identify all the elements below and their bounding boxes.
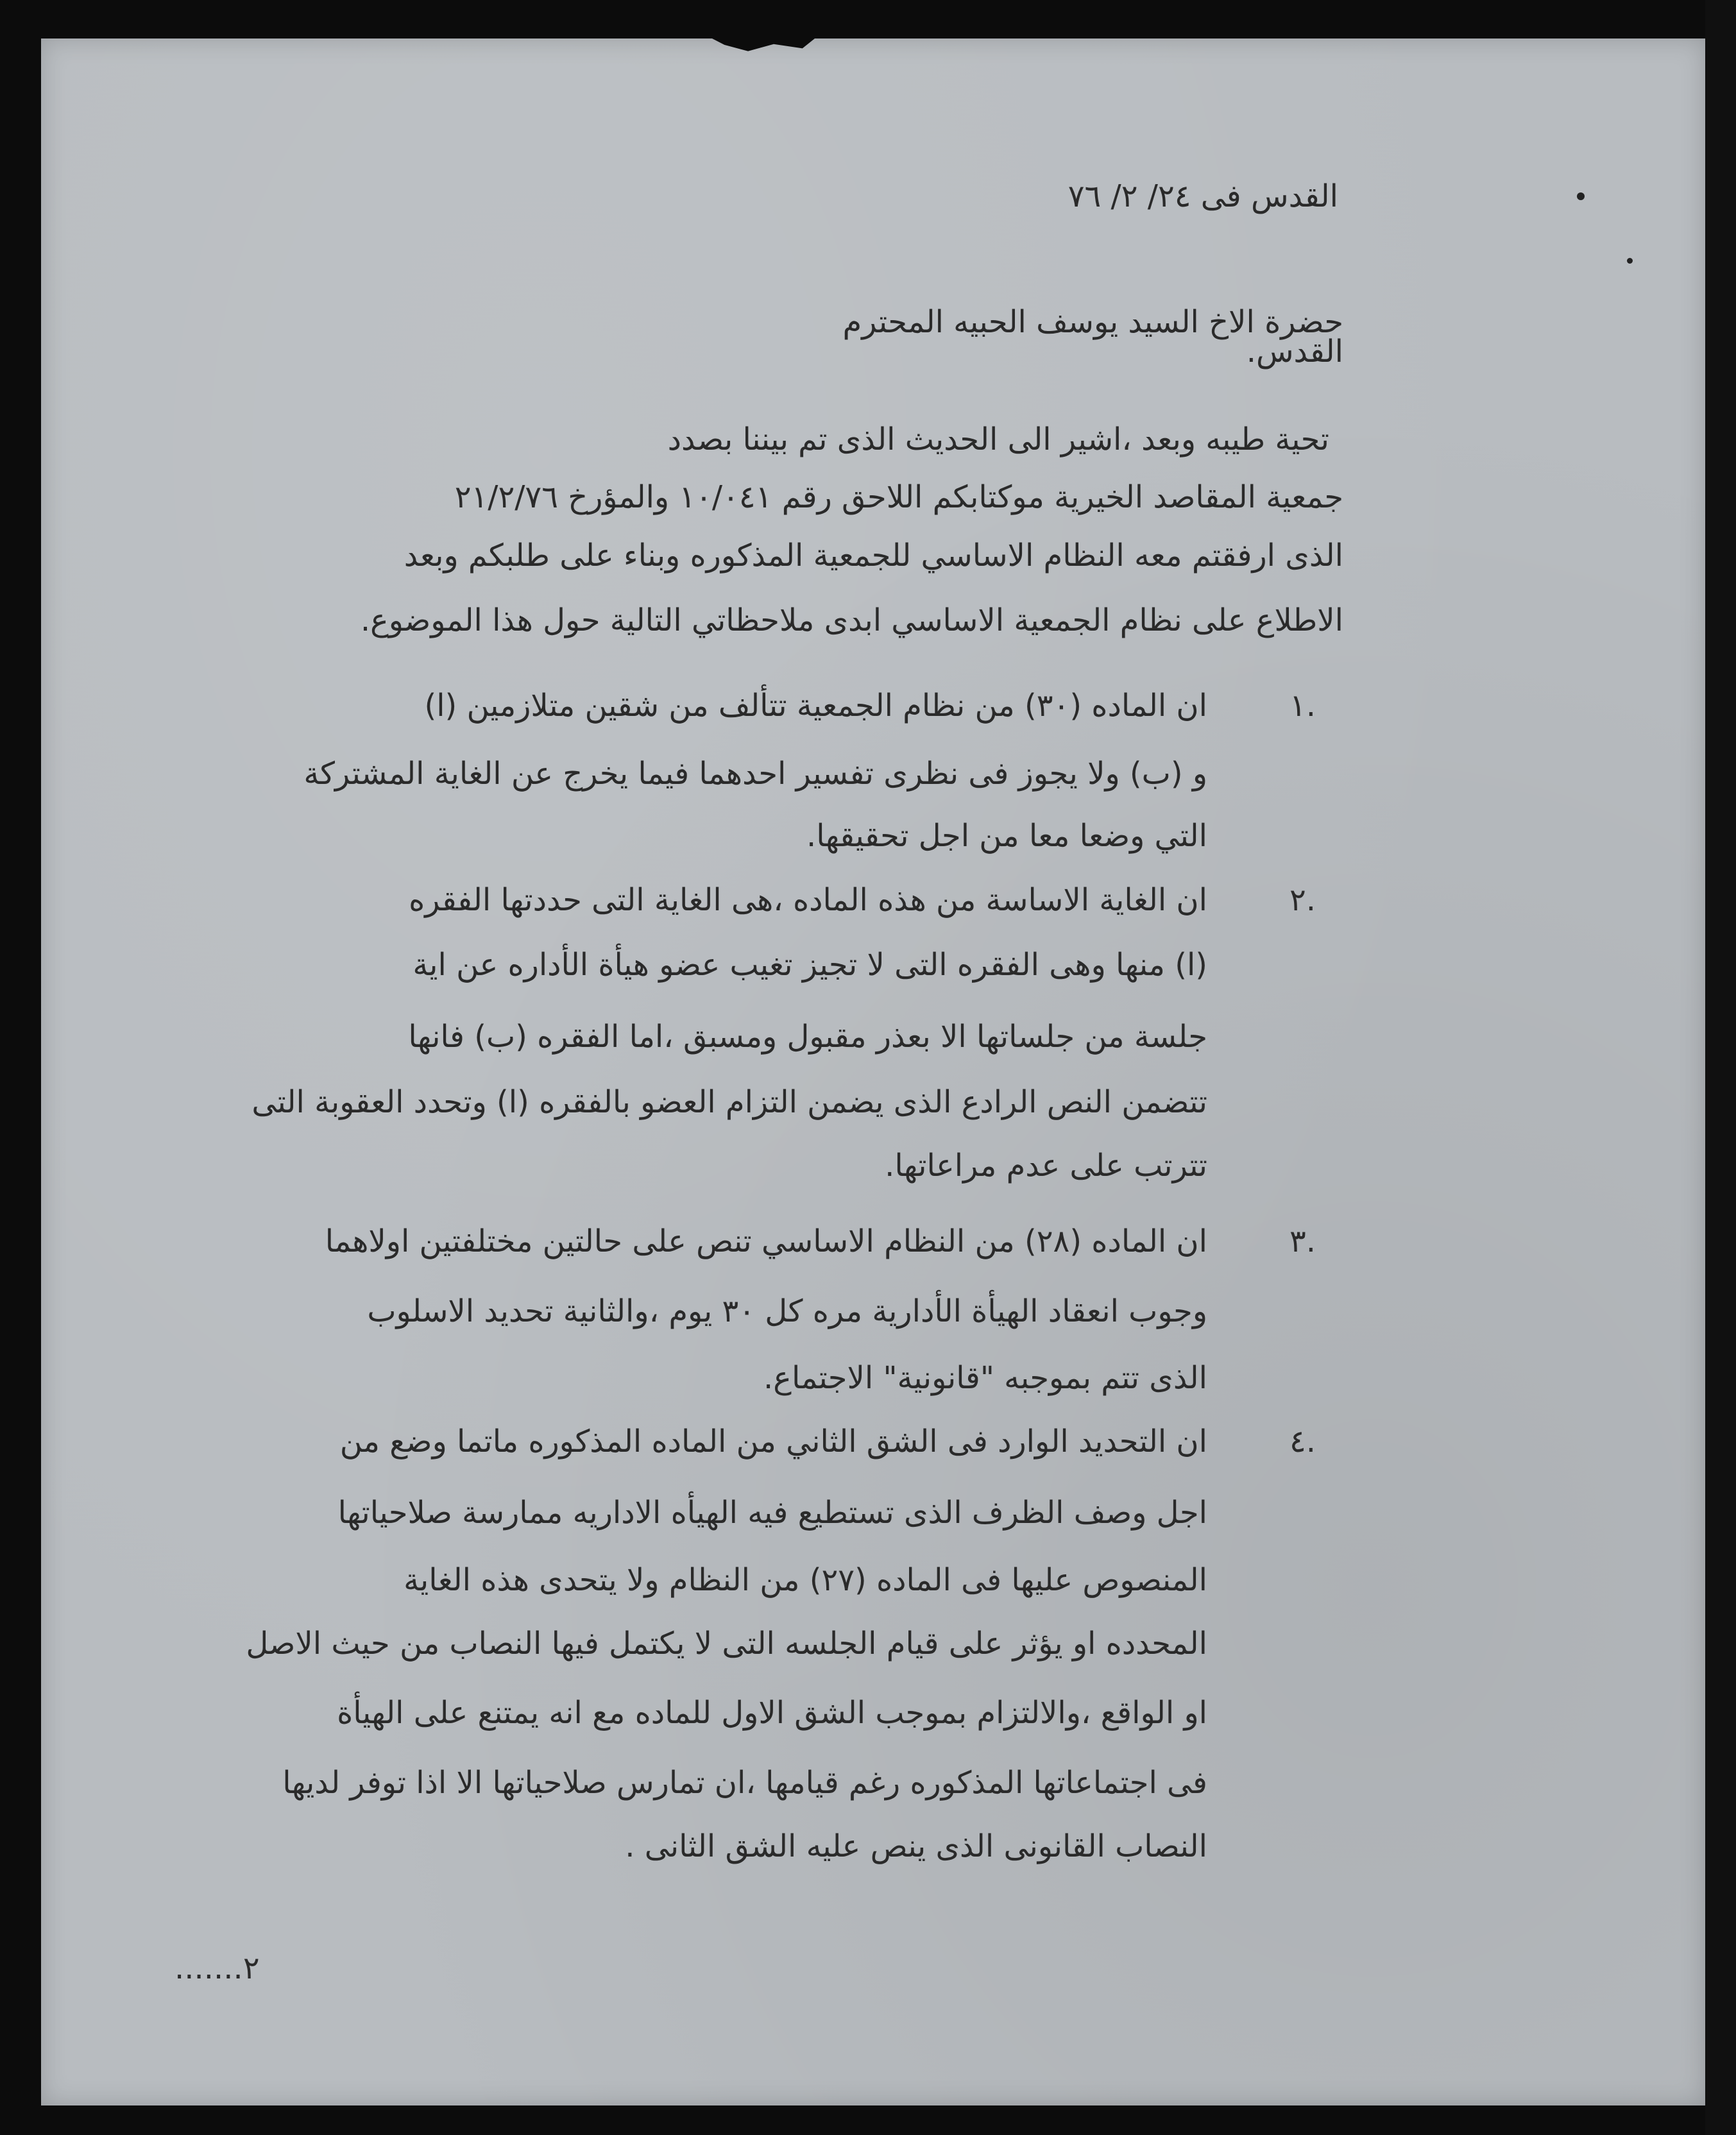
point-line: او الواقع ،والالتزام بموجب الشق الاول للماده مع انه يمتنع على الهيأة — [337, 1695, 1207, 1731]
point-line: المنصوص عليها فى الماده (٢٧) من النظام ولا يتحدى هذه الغاية — [404, 1562, 1207, 1598]
addressee-line2: القدس. — [1246, 334, 1343, 370]
point-number: ١. — [1289, 688, 1316, 724]
point-line: تتضمن النص الرادع الذى يضمن التزام العضو بالفقره (ا) وتحدد العقوبة التى — [251, 1084, 1207, 1120]
intro-line: الذى ارفقتم معه النظام الاساسي للجمعية المذكوره وبناء على طلبكم وبعد — [404, 538, 1343, 574]
point-line: التي وضعا معا من اجل تحقيقها. — [806, 818, 1207, 854]
addressee-line1: حضرة الاخ السيد يوسف الحبيه المحترم — [842, 304, 1343, 340]
point-line: النصاب القانونى الذى ينص عليه الشق الثانى . — [625, 1828, 1207, 1864]
point-line: المحدده او يؤثر على قيام الجلسه التى لا يكتمل فيها النصاب من حيث الاصل — [246, 1626, 1207, 1662]
point-line: ان الماده (٢٨) من النظام الاساسي تنص على حالتين مختلفتين اولاهما — [325, 1223, 1207, 1259]
point-line: (ا) منها وهى الفقره التى لا تجيز تغيب عضو هيأة الأداره عن اية — [413, 947, 1207, 983]
point-line: فى اجتماعاتها المذكوره رغم قيامها ،ان تمارس صلاحياتها الا اذا توفر لديها — [282, 1765, 1207, 1801]
point-line: وجوب انعقاد الهيأة الأدارية مره كل ٣٠ يوم ،والثانية تحديد الاسلوب — [367, 1293, 1207, 1329]
point-line: و (ب) ولا يجوز فى نظرى تفسير احدهما فيما يخرج عن الغاية المشتركة — [303, 756, 1207, 792]
intro-line: جمعية المقاصد الخيرية موكتابكم اللاحق رقم ١٠/٠٤١ والمؤرخ ٢١/٢/٧٦ — [454, 479, 1343, 515]
point-number: ٤. — [1289, 1424, 1316, 1459]
point-line: ان الغاية الاساسة من هذه الماده ،هى الغاية التى حددتها الفقره — [409, 882, 1207, 918]
intro-line: الاطلاع على نظام الجمعية الاساسي ابدى ملاحظاتي التالية حول هذا الموضوع. — [360, 602, 1343, 638]
scan-edge — [1705, 0, 1736, 2135]
punch-mark — [1627, 258, 1633, 264]
point-line: اجل وصف الظرف الذى تستطيع فيه الهيأه الاداريه ممارسة صلاحياتها — [337, 1495, 1207, 1531]
point-line: الذى تتم بموجبه "قانونية" الاجتماع. — [763, 1360, 1207, 1396]
intro-line: تحية طيبه وبعد ،اشير الى الحديث الذى تم بيننا بصدد — [667, 421, 1329, 457]
page-marker: ٢....... — [174, 1950, 260, 1986]
point-line: ان التحديد الوارد فى الشق الثاني من الماده المذكوره ماتما وضع من — [339, 1424, 1207, 1459]
point-line: تترتب على عدم مراعاتها. — [885, 1148, 1207, 1184]
punch-mark — [1577, 192, 1585, 200]
point-number: ٢. — [1289, 882, 1316, 918]
point-number: ٣. — [1289, 1223, 1316, 1259]
point-line: جلسة من جلساتها الا بعذر مقبول ومسبق ،اما الفقره (ب) فانها — [408, 1019, 1207, 1055]
point-line: ان الماده (٣٠) من نظام الجمعية تتألف من شقين متلازمين (ا) — [424, 688, 1207, 724]
place-date: القدس فى ٢٤/ ٢/ ٧٦ — [1068, 178, 1338, 214]
